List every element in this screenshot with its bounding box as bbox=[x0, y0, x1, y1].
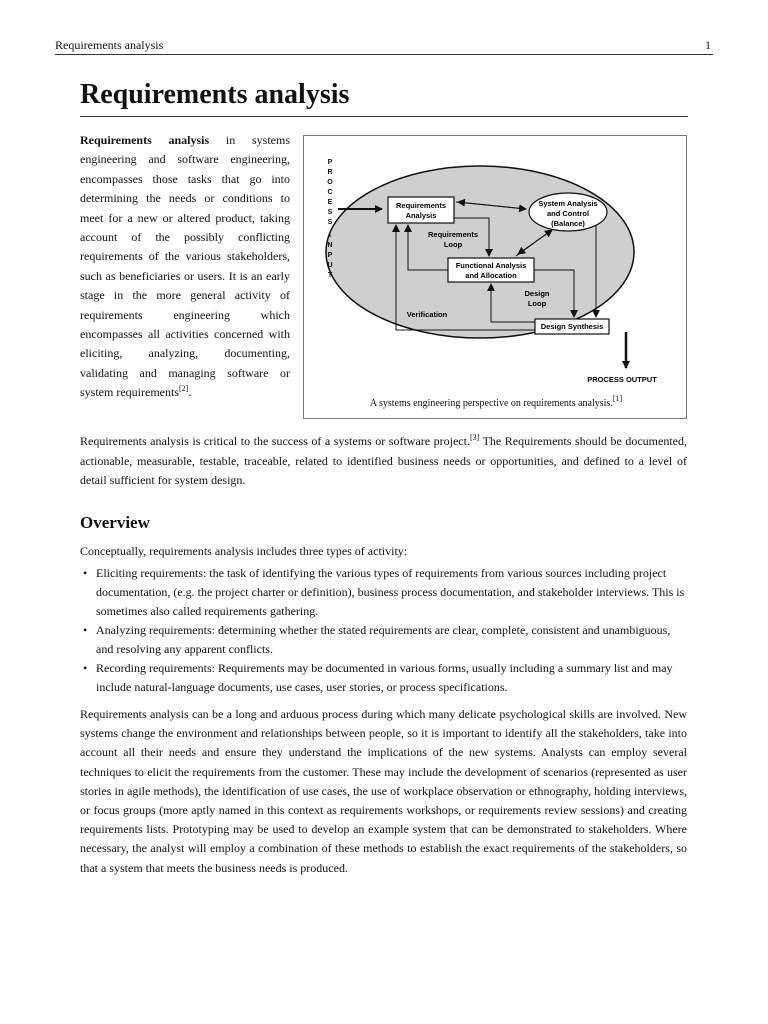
svg-text:N: N bbox=[327, 242, 333, 249]
bullet-icon: • bbox=[83, 661, 88, 675]
overview-intro: Conceptually, requirements analysis includes three types of activity: bbox=[80, 544, 408, 558]
list-item bbox=[80, 659, 687, 697]
svg-text:U: U bbox=[327, 262, 333, 269]
critical-text-continued: The Requirements should be documented, actionable, measurable, testable, traceable, related to identified business needs or opportunities, and defined to a level of detail sufficient for system design. bbox=[80, 434, 687, 487]
activity-list bbox=[80, 564, 687, 697]
running-header bbox=[55, 38, 713, 55]
svg-text:Design Synthesis: Design Synthesis bbox=[540, 322, 604, 331]
svg-text:Functional Analysis: Functional Analysis bbox=[455, 261, 527, 270]
figure bbox=[303, 135, 687, 419]
list-item-text: Recording requirements: Requirements may be documented in various forms, usually including a summary list and may include natural-language documents, use cases, user stories, or process specifications. bbox=[96, 661, 673, 694]
svg-text:E: E bbox=[327, 199, 333, 206]
svg-text:and Control: and Control bbox=[546, 209, 590, 218]
critical-text: Requirements analysis is critical to the success of a systems or software project. bbox=[80, 434, 470, 448]
bullet-icon: • bbox=[83, 566, 88, 580]
requirements-loop-label: Requirements bbox=[427, 230, 479, 239]
svg-text:(Balance): (Balance) bbox=[551, 219, 585, 228]
figure-caption-reference-link[interactable]: [1] bbox=[612, 394, 623, 403]
svg-text:Loop: Loop bbox=[443, 240, 463, 249]
list-item-text: Eliciting requirements: the task of identifying the various types of requirements from various sources including project documentation, (e.g. the project charter or definition), business process documentation, and stakeholder interviews. This is sometimes also called requirements gathering. bbox=[96, 566, 685, 618]
svg-text:O: O bbox=[327, 179, 333, 186]
intro-reference-link[interactable]: [2] bbox=[178, 384, 189, 394]
svg-text:C: C bbox=[327, 189, 333, 196]
list-item bbox=[80, 564, 687, 621]
svg-text:T: T bbox=[327, 272, 333, 279]
running-header-title: Requirements analysis bbox=[55, 38, 164, 52]
overview-paragraph: Requirements analysis can be a long and arduous process during which many delicate psychological skills are involved. New systems change the environment and relationships between people, so it is important to identify all the stakeholders, take into account all their needs and ensure they understand the implications of the new systems. Analysts can employ several techniques to elicit the requirements from the customer. These may include the development of scenarios (represented as user stories in agile methods), the identification of use cases, the use of workplace observation or ethnography, holding interviews, or focus groups (more aptly named in this context as requirements workshops, or requirements review sessions) and creating requirements lists. Prototyping may be used to develop an example system that can be demonstrated to stakeholders. Where necessary, the analyst will employ a combination of these methods to establish the exact requirements of the stakeholders, so that a system that meets the business needs is produced. bbox=[80, 707, 687, 875]
figure-caption-text: A systems engineering perspective on requirements analysis. bbox=[369, 398, 613, 409]
svg-text:S: S bbox=[327, 219, 333, 226]
svg-text:I: I bbox=[329, 232, 331, 239]
svg-text:S: S bbox=[327, 209, 333, 216]
svg-text:P: P bbox=[327, 252, 333, 259]
page-number: 1 bbox=[705, 38, 711, 52]
intro-paragraph bbox=[80, 131, 290, 403]
process-ellipse bbox=[326, 166, 634, 338]
page-title: Requirements analysis bbox=[80, 78, 688, 117]
critical-paragraph bbox=[80, 432, 687, 491]
intro-text: in systems engineering and software engineering, encompasses those tasks that go into determining the needs or conditions to meet for a new or altered product, taking account of the possibly conflicting requirements of the various stakeholders, such as beneficiaries or users. It is an early stage in the more general activity of requirements engineering which encompasses all activities concerned with eliciting, analyzing, documenting, validating and managing software or system requirements bbox=[80, 133, 290, 400]
svg-text:R: R bbox=[327, 169, 333, 176]
svg-text:P: P bbox=[327, 159, 333, 166]
svg-text:Analysis: Analysis bbox=[405, 211, 437, 220]
svg-text:Loop: Loop bbox=[527, 299, 547, 308]
verification-label: Verification bbox=[406, 310, 448, 319]
critical-reference-link[interactable]: [3] bbox=[469, 433, 480, 442]
design-loop-label: Design bbox=[524, 289, 550, 298]
systems-engineering-diagram bbox=[304, 136, 688, 420]
svg-text:and Allocation: and Allocation bbox=[465, 271, 517, 280]
intro-end: . bbox=[188, 385, 192, 400]
list-item bbox=[80, 621, 687, 659]
svg-text:Requirements: Requirements bbox=[395, 201, 447, 210]
list-item-text: Analyzing requirements: determining whether the stated requirements are clear, complete, consistent and unambiguous, and resolving any apparent conflicts. bbox=[96, 623, 671, 656]
svg-text:System Analysis: System Analysis bbox=[538, 199, 598, 208]
section-heading-overview: Overview bbox=[80, 513, 150, 532]
intro-term: Requirements analysis bbox=[80, 133, 210, 147]
bullet-icon: • bbox=[83, 623, 88, 637]
process-output-label: PROCESS OUTPUT bbox=[587, 375, 657, 384]
figure-caption bbox=[304, 394, 688, 410]
